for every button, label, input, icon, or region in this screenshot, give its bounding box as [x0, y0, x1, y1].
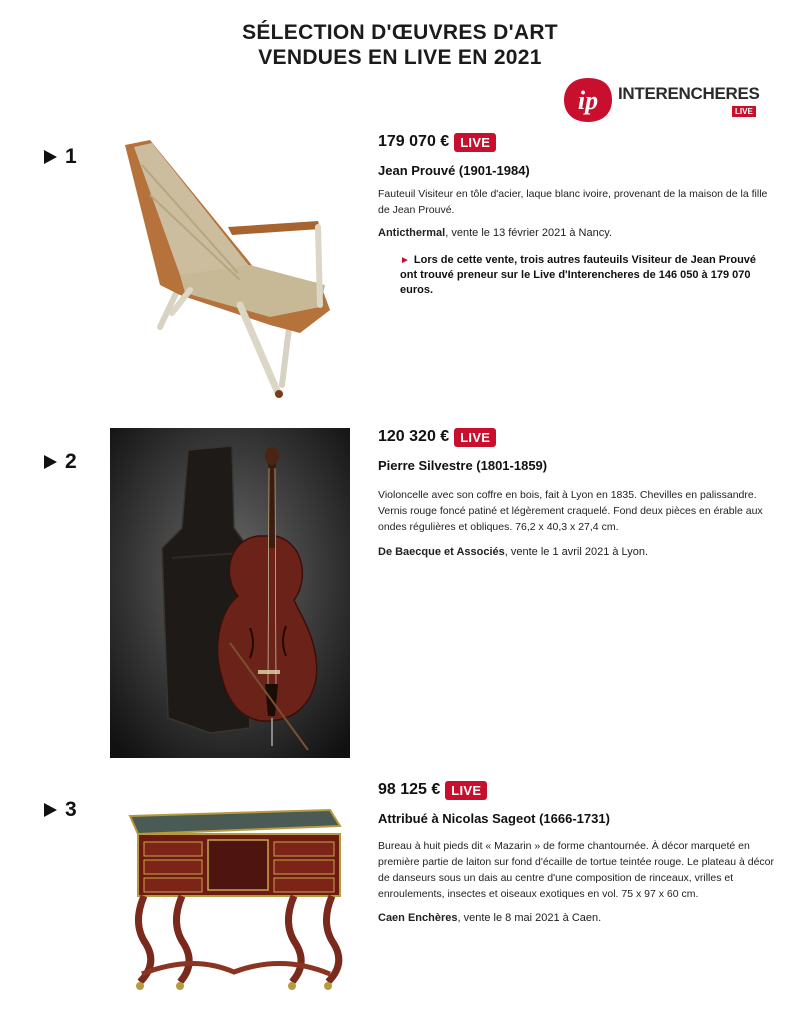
page-title [140, 20, 660, 70]
item-2-info [378, 425, 778, 558]
logo-live-badge: LIVE [732, 106, 756, 117]
price-row [378, 130, 778, 154]
auction-house: Caen Enchères [378, 912, 458, 924]
item-1-info [378, 130, 778, 298]
sale-date-place: , vente le 8 mai 2021 à Caen. [457, 912, 602, 924]
bullet-triangle-icon [44, 455, 57, 469]
live-badge[interactable]: LIVE [454, 428, 496, 447]
item-number-text: 1 [65, 145, 77, 168]
item-number-text: 2 [65, 450, 77, 473]
logo-mark-text: ip [577, 86, 599, 115]
mazarin-desk-image [122, 804, 348, 996]
item-description: Violoncelle avec son coffre en bois, fait à Lyon en 1835. Chevilles en palissandre. Vernis rouge foncé patiné et légèrement craquelé. Fond deux pièces en érable aux ondes régulières et obliques. 76,2 x 40,3 x 27,4 cm. [378, 489, 763, 533]
ip-logo-icon [562, 76, 614, 124]
cello-image [110, 428, 350, 758]
price: 179 070 € [378, 133, 450, 150]
bullet-triangle-icon [44, 803, 57, 817]
red-arrow-icon: ► [400, 255, 410, 266]
sale-info [378, 912, 778, 924]
auction-house: De Baecque et Associés [378, 546, 505, 558]
price-row [378, 778, 778, 802]
item-number-1 [44, 145, 77, 169]
price-row [378, 425, 778, 449]
interencheres-logo[interactable] [562, 76, 772, 124]
sale-note [400, 253, 760, 298]
logo-name: INTERENCHERES [618, 84, 760, 103]
artist-name: Pierre Silvestre (1801-1859) [378, 458, 548, 473]
sale-date-place: , vente le 13 février 2021 à Nancy. [445, 227, 612, 239]
item-number-2 [44, 450, 77, 474]
item-description: Bureau à huit pieds dit « Mazarin » de forme chantournée. À décor marqueté en première partie de laiton sur fond d'écaille de tortue teintée rouge. Le plateau à décor de danseurs sous un dais au centre d'une composition de rinceaux, vrilles et enroulements, insectes et oiseaux exotiques en vol. 75 x 97 x 60 cm. [378, 840, 775, 900]
artist-name: Jean Prouvé (1901-1984) [378, 163, 530, 178]
item-3-info [378, 778, 778, 924]
title-line-1: SÉLECTION D'ŒUVRES D'ART [242, 21, 558, 44]
item-description: Fauteuil Visiteur en tôle d'acier, laque blanc ivoire, provenant de la maison de la fille de Jean Prouvé. [378, 188, 768, 216]
item-number-text: 3 [65, 798, 77, 821]
live-badge[interactable]: LIVE [445, 781, 487, 800]
price: 98 125 € [378, 781, 441, 798]
price: 120 320 € [378, 428, 450, 445]
sale-info [378, 546, 778, 558]
sale-date-place: , vente le 1 avril 2021 à Lyon. [504, 546, 649, 558]
title-line-2: VENDUES EN LIVE EN 2021 [258, 46, 542, 69]
artist-name: Attribué à Nicolas Sageot (1666-1731) [378, 811, 610, 826]
note-text: Lors de cette vente, trois autres fauteuils Visiteur de Jean Prouvé ont trouvé preneur sur le Live d'Interencheres de 146 050 à 179 070 euros. [400, 254, 757, 296]
bullet-triangle-icon [44, 150, 57, 164]
prouve-armchair-image [120, 135, 345, 400]
sale-info [378, 227, 778, 239]
item-number-3 [44, 798, 77, 822]
auction-house: Anticthermal [378, 227, 446, 239]
live-badge[interactable]: LIVE [454, 133, 496, 152]
